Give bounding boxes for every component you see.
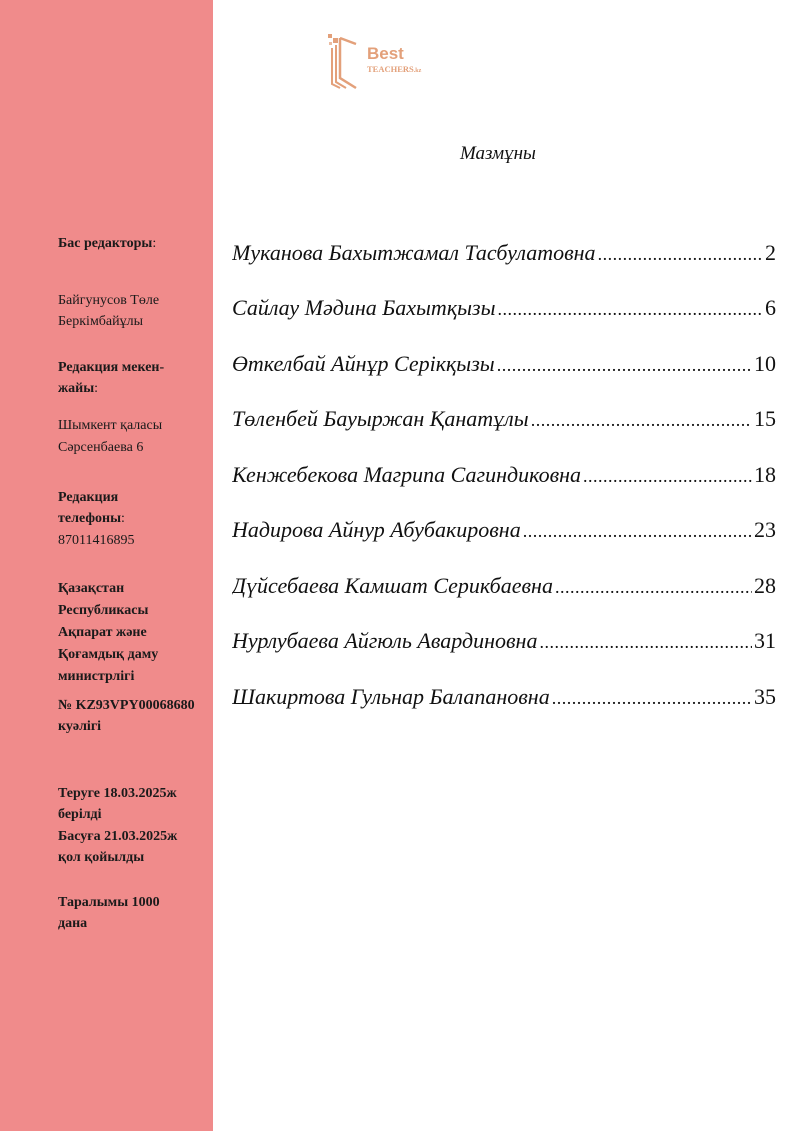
logo-text-best: Best: [367, 44, 404, 63]
phone-colon: :: [121, 511, 125, 526]
address-label: Редакция мекен-жайы: [58, 360, 165, 396]
toc-entry-page: 15: [754, 406, 776, 431]
toc-entry[interactable]: [232, 628, 776, 660]
toc-entry-name: Муканова Бахытжамал Тасбулатовна: [232, 240, 596, 265]
toc-entry[interactable]: [232, 462, 776, 494]
toc-entry-name: Нурлубаева Айгюль Авардиновна: [232, 628, 538, 653]
toc-leader-dots: [552, 688, 752, 709]
toc-entry-name: Төленбей Бауыржан Қанатұлы: [232, 406, 529, 431]
toc-entry-name: Надирова Айнур Абубакировна: [232, 517, 521, 542]
toc-entry[interactable]: [232, 684, 776, 716]
toc-leader-dots: [497, 355, 752, 376]
circulation-text: Таралымы 1000 дана: [58, 895, 160, 931]
toc-entry-page: 31: [754, 628, 776, 653]
editor-colon: :: [152, 236, 157, 251]
logo-text-teachers-main: TEACHERS: [367, 64, 414, 74]
print-info-2: Басуға 21.03.2025ж қол қойылды: [58, 829, 178, 865]
certificate-text: № KZ93VPY00068680 куәлігі: [58, 698, 195, 734]
address-colon: :: [94, 381, 99, 396]
toc-entry[interactable]: [232, 517, 776, 549]
sidebar-panel: [0, 0, 213, 1131]
toc-entry-page: 6: [765, 295, 776, 320]
toc-entry[interactable]: [232, 406, 776, 438]
editor-label: Бас редакторы: [58, 236, 153, 251]
logo-text-kz: .kz: [413, 68, 422, 74]
toc-entry-name: Кенжебекова Магрипа Сагиндиковна: [232, 462, 582, 487]
toc-entry[interactable]: [232, 351, 776, 383]
toc-leader-dots: [598, 244, 763, 265]
toc-leader-dots: [555, 577, 752, 598]
toc-entry-page: 35: [754, 684, 776, 709]
toc-entry-page: 10: [754, 351, 776, 376]
toc-entry[interactable]: [232, 295, 776, 327]
address-line-2: Сәрсенбаева 6: [58, 440, 144, 455]
address-label-block: [58, 357, 193, 399]
logo-text-teachers: [367, 65, 421, 76]
toc-entry-page: 28: [754, 573, 776, 598]
toc-entry-name: Өткелбай Айнұр Серікқызы: [232, 351, 495, 376]
editor-label-block: [58, 233, 208, 254]
phone-value: 87011416895: [58, 533, 135, 548]
toc-entry-page: 2: [765, 240, 776, 265]
ministry-text: Қазақстан Республикасы Ақпарат және Қоғамдық даму министрлігі: [58, 581, 159, 684]
toc-entry-name: Шакиртова Гульнар Балапановна: [232, 684, 550, 709]
toc-entry[interactable]: [232, 240, 776, 272]
toc-entry[interactable]: [232, 573, 776, 605]
toc-title: Мазмұны: [460, 143, 536, 164]
toc-leader-dots: [523, 521, 752, 542]
logo-book-icon: [326, 32, 366, 92]
toc-leader-dots: [531, 410, 752, 431]
toc-entry-page: 18: [754, 462, 776, 487]
toc-leader-dots: [539, 632, 752, 653]
phone-label: Редакция телефоны: [58, 490, 122, 526]
toc-leader-dots: [583, 466, 752, 487]
best-teachers-logo: [326, 32, 436, 92]
editor-name: Байгунусов Төле Беркімбайұлы: [58, 293, 160, 329]
print-info-1: Теруге 18.03.2025ж берілді: [58, 786, 177, 822]
toc-entry-page: 23: [754, 517, 776, 542]
toc-entry-name: Сайлау Мәдина Бахытқызы: [232, 295, 496, 320]
toc-entry-name: Дүйсебаева Камшат Серикбаевна: [232, 573, 553, 598]
toc-leader-dots: [498, 299, 764, 320]
phone-label-block: [58, 487, 158, 529]
address-line-1: Шымкент қаласы: [58, 418, 163, 433]
